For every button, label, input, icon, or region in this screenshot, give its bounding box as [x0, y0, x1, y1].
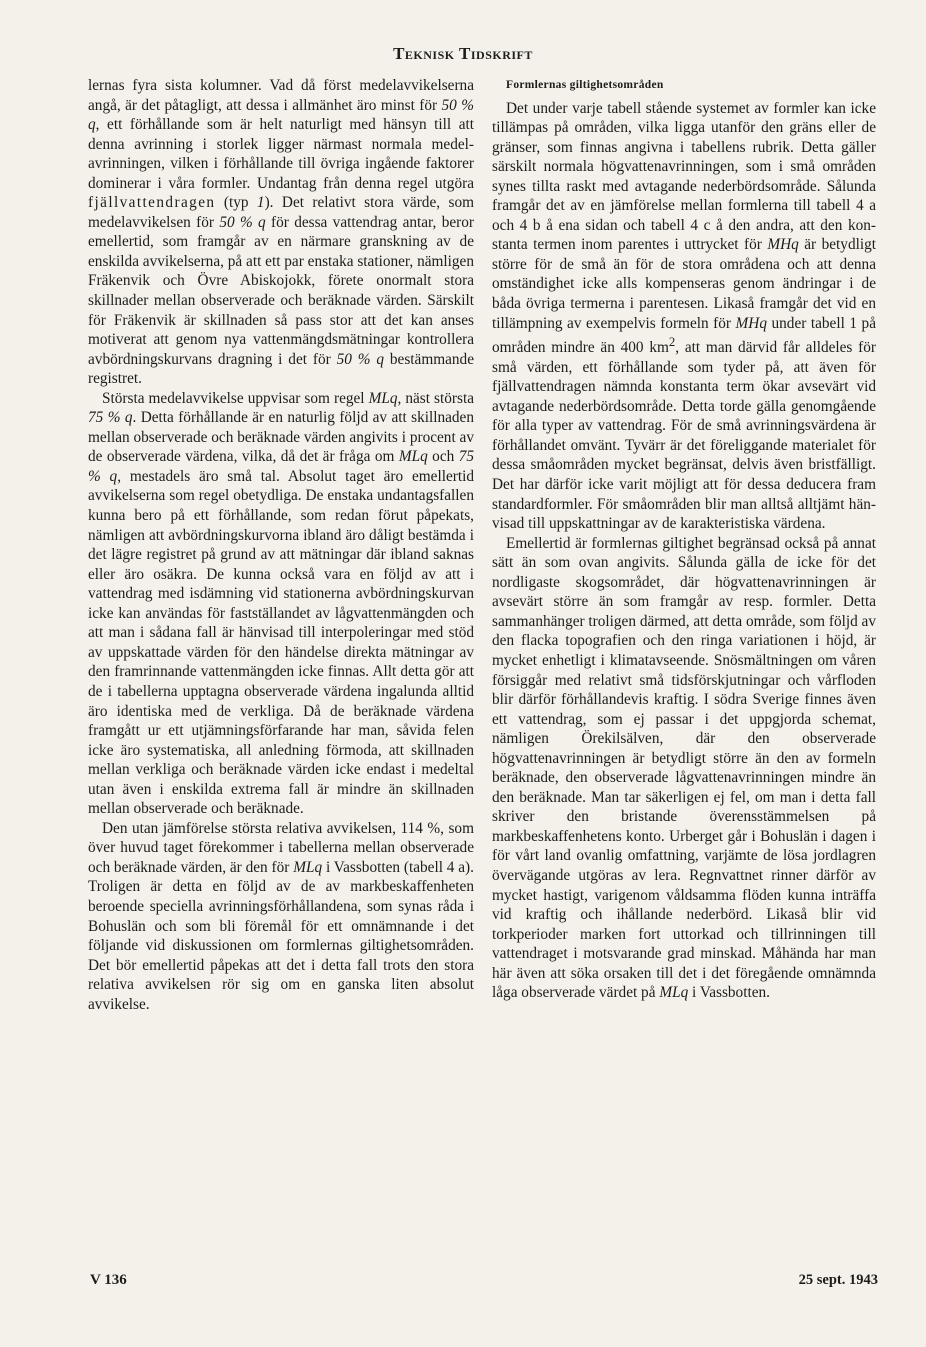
- paragraph: Det under varje tabell stående systemet av formler kan icke tillämpas på områden, vilka ligga utanför den gräns eller de gränser, som finnas angivna i tabellens rubrik. Detta gäller särskilt normala högvattenavrinningen, som i små områden synes tillta raskt med avtagande nederbördsområde. Sålunda framgår det av en jämförelse mellan formlerna till tabell 4 a och 4 b å ena sidan och tabell 4 c å den andra, att den konstanta termen inom parentes i uttrycket för MHq är betydligt större för de små än för de stora områdena och att denna omständighet icke alls kompenseras genom ändringar i de båda övriga termerna i parentesen. Likaså framgår det vid en tillämpning av exempelvis formeln för MHq under tabell 1 på områden mindre än 400 $km^2$, att man därvid får alldeles för små värden, ett förhållande som tyder på, att även för fjällvattendragen nämnda konstanta term ökar avsevärt vid avtagande nederbördsområde. Detta torde gälla genomgående för alla typer av vattendrag. För de små avrinningsvärdena är förhållandet omvänt. Tyvärr är det föreliggande materialet för dessa småområden mycket begränsat, delvis även bristfälligt. Det har därför icke varit möjligt att för dessa deducera fram standardformler. För småområden blir man alltså alltjämt hänvisad till uppskattningar av de karakteristiska värdena.: [492, 99, 876, 533]
- page-number: V 136: [90, 1272, 127, 1288]
- paragraph: Den utan jämförelse största relativa avvikelsen, 114 %, som över huvud taget förekommer i tabellerna mellan observerade och beräknade värden, är den för MLq i Vassbotten (tabell 4 a). Troligen är detta en följd av de av markbeskaffenheten beroende speciella avrinningsförhållandena, som synas råda i Bohuslän och som bli föremål för ett omnämnande i det följande vid diskussionen om formlernas giltighetsområden. Det bör emellertid påpekas att det i detta fall trots den stora relativa avvikelsen rör sig om en ganska liten absolut avvikelse.: [88, 819, 474, 1013]
- right-column: [492, 76, 876, 1003]
- section-heading: Formlernas giltighetsområden: [506, 79, 664, 91]
- paragraph: Emellertid är formlernas giltighet begränsad också på annat sätt än som ovan angivits. Sålunda gälla de icke för det nordligaste skogsområdet, där högvattenavrinningen är avsevärt större än som framgår av resp. formler. Detta sammanhänger troligen därmed, att detta område, som följd av den flacka topografien och den ringa variationen i höjd, är mycket enhetligt i klimatavseende. Snösmältningen om våren försiggår med relativt små tidsförskjutningar och vårfloden blir därför förhållandevis kraftig. I södra Sverige finnes även ett vattendrag, som ej passar i det uppgjorda schemat, nämligen Örekilsälven, där den observerade högvattenavrinningen är betydligt större än den av formeln beräknade, den observerade lågvattenavrinningen mindre än den beräknade. Man tar säkerligen ej fel, om man i detta fall skriver den bristande överensstämmelsen på markbeskaffenhetens konto. Urberget går i Bohuslän i dagen i för vårt land ovanlig omfattning, varjämte de lösa jordlagren övervägande utgöras av lera. Regnvattnet rinner därför av mycket hastigt, varigenom våldsamma flöden kunna inträffa vid kraftig och ihållande nederbörd. Likaså blir vid torkperioder marken fort uttorkad och tillrinningen till vattendraget i motsvarande grad minskad. Måhända har man här även att söka orsaken till det i det föregående omnämnda låga observerade värdet på MLq i Vassbotten.: [492, 534, 876, 1002]
- paragraph: lernas fyra sista kolumner. Vad då först medelavvikelserna angå, är det påtagligt, att dessa i allmänhet äro minst för 50 % q, ett förhållande som är helt naturligt med hänsyn till att denna avrinning i storlek ligger närmast normala medelavrinningen, vilken i förhållande till övriga ingående faktorer dominerar i våra formler. Undantag från denna regel utgöra fjällvattendragen (typ 1). Det relativt stora värde, som medelavvikelsen för 50 % q för dessa vattendrag antar, beror emellertid, som framgår av en närmare granskning av de enskilda avvikelserna, på att ett par enstaka stationer, nämligen Fräkenvik och Övre Abiskojokk, förete onormalt stora skillnader mellan observerade och beräknade värden. Särskilt för Fräkenvik är skillnaden så pass stor att det kan anses motiverat att genom nya vattenmängdsmätningar kontrollera avbördningskurvans dragning i det för 50 % q bestämmande registret.: [88, 77, 474, 388]
- issue-date: 25 sept. 1943: [798, 1272, 878, 1288]
- paragraph: Största medelavvikelse uppvisar som regel MLq, näst största 75 % q. Detta förhållande är en naturlig följd av att skillnaden mellan observerade och beräknade värden angivits i procent av de observerade värdena, vilka, då det är fråga om MLq och 75 % q, mestadels äro små tal. Absolut taget äro emellertid avvikelserna som regel obetydliga. De enstaka undantagsfallen kunna bero på ett förhållande, som redan förut påpekats, nämligen att avbördningskurvorna ibland äro dåligt bestämda i det lägre registret på grund av att mätningar där ibland saknas eller äro osäkra. De kunna också vara en följd av att i vattendrag med isdämning vid stationerna avbördningskurvan icke kan användas för fastställandet av lågvattenmängden och att man i sådana fall är hänvisad till interpoleringar med stöd av uppskattade värden för den händelse direkta mätningar av den framrinnande vattenmängden icke finnas. Allt detta gör att de i tabellerna upptagna observerade värdena ingalunda alltid äro identiska med de verkliga. Då de beräknade värdena framgått ur ett utjämningsförfarande har man, såvida felen icke äro systematiska, all anledning förmoda, att skillnaden mellan verkliga och beräknade värden icke endast i medeltal utan även i enskilda extrema fall är mindre än skillnaden mellan observerade och beräknade.: [88, 389, 474, 818]
- left-column: [88, 76, 474, 1014]
- journal-title: Teknisk Tidskrift: [393, 44, 533, 63]
